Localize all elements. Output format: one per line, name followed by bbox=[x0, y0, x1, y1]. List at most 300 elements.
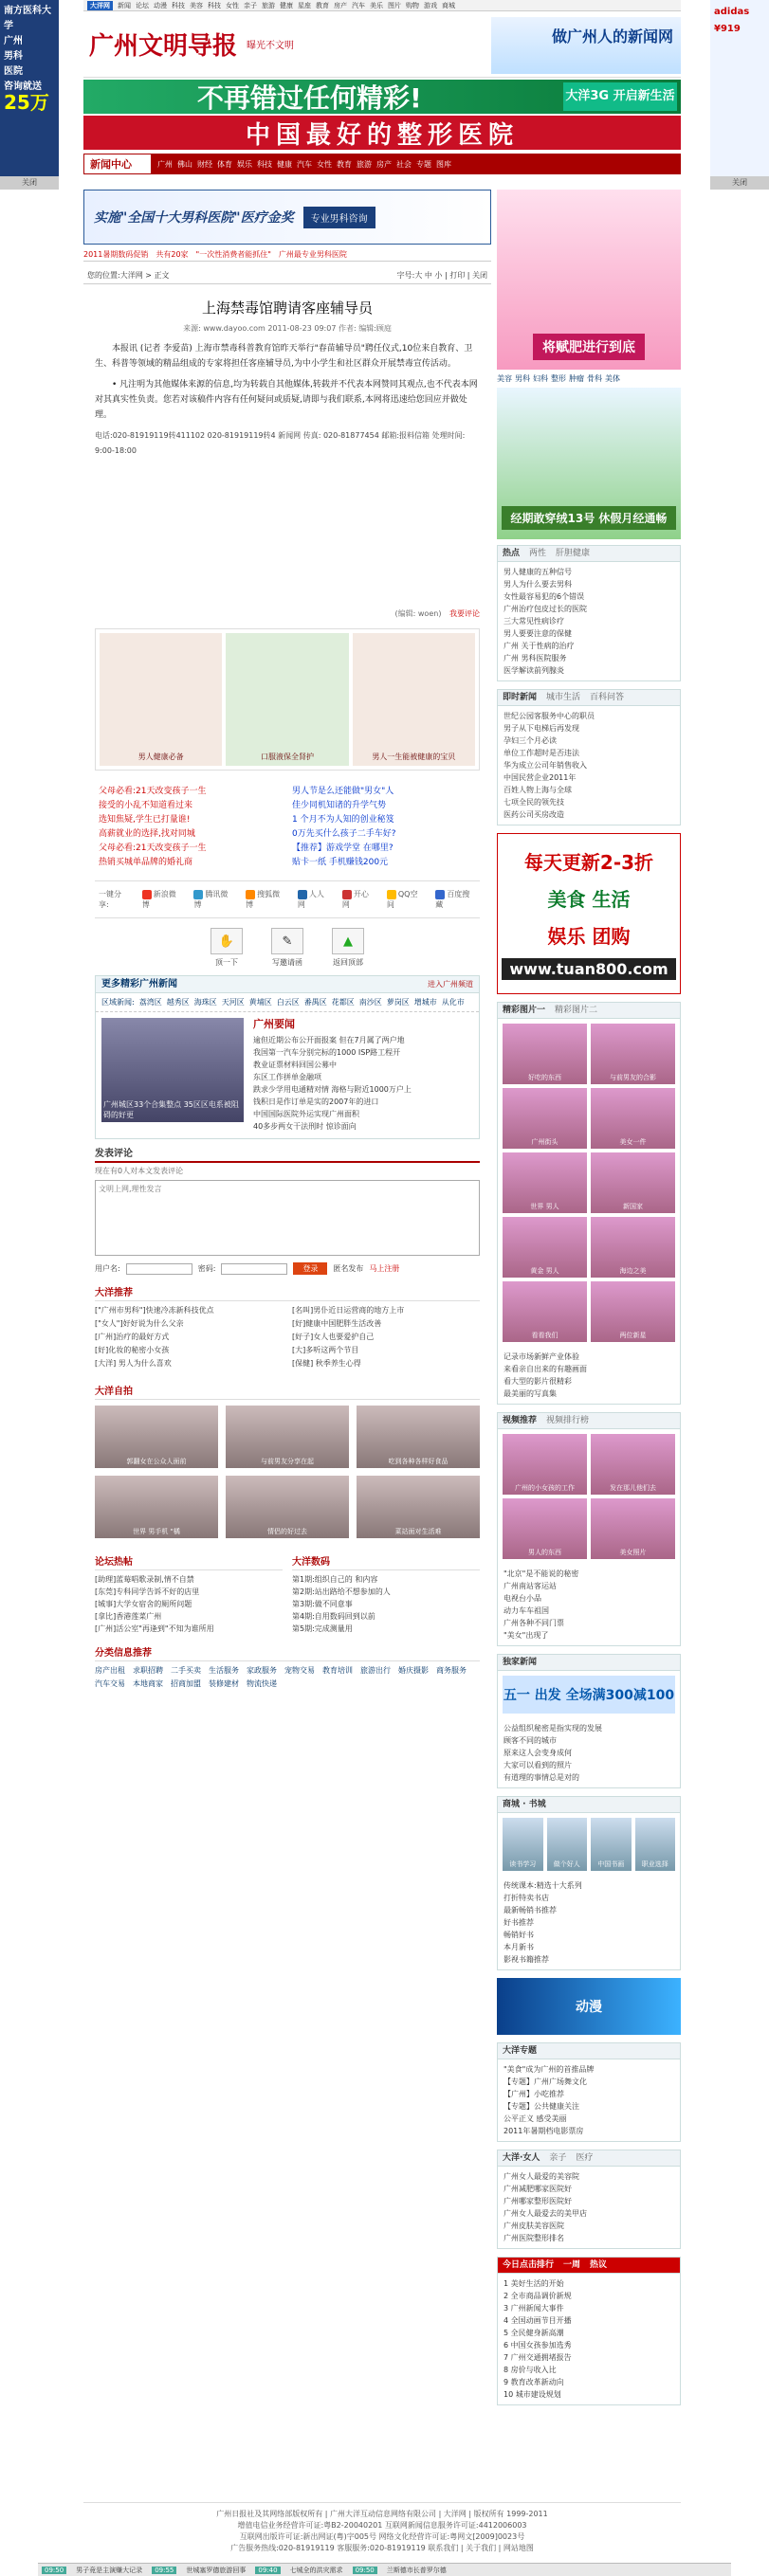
ad-tab[interactable]: 骨科 bbox=[587, 374, 602, 383]
tab-qa[interactable]: 百科问答 bbox=[590, 693, 625, 702]
hot-link[interactable]: 1 个月不为人知的创业秘笈 bbox=[292, 815, 394, 825]
category-link[interactable]: 二手买卖 bbox=[171, 1666, 201, 1675]
topic-item[interactable]: 【专题】公共健康关注 bbox=[504, 2102, 579, 2111]
forum-hot bbox=[95, 1553, 283, 1635]
ad-tab[interactable]: 男科 bbox=[515, 374, 530, 383]
instant-item[interactable]: 医药公司买房改造 bbox=[504, 810, 564, 819]
topic-item[interactable]: 【广州】小吃推荐 bbox=[504, 2090, 564, 2098]
password-input[interactable] bbox=[221, 1263, 287, 1275]
category-link[interactable]: 本地商家 bbox=[133, 1679, 163, 1688]
instant-item[interactable]: 华为成立公司年销售收入 bbox=[504, 761, 587, 770]
main-column bbox=[83, 190, 491, 1698]
instant-item[interactable]: 世纪公园客服务中心的职员 bbox=[504, 712, 595, 720]
photo-link[interactable]: 记录市场新鲜产业体验 bbox=[504, 1352, 579, 1361]
hot-link[interactable]: 父母必看:21天改变孩子一生 bbox=[99, 787, 207, 796]
district-link[interactable]: 从化市 bbox=[441, 998, 465, 1007]
tab-photo1[interactable]: 精彩图片一 bbox=[503, 1006, 546, 1015]
rank-item[interactable]: 4 全国动画节目开播 bbox=[504, 2316, 572, 2325]
health-item[interactable]: 医学解读前列腺炎 bbox=[504, 666, 564, 675]
ticker-item[interactable]: 2011暑期数码促销 bbox=[83, 250, 149, 259]
ladies-item[interactable]: 广州减肥哪家医院好 bbox=[504, 2185, 572, 2193]
digital-item[interactable]: 第2期:站出路给不想参加的人 bbox=[292, 1587, 391, 1596]
rank-item[interactable]: 1 美好生活的开始 bbox=[504, 2279, 564, 2288]
photo-thumb[interactable]: 美女一件 bbox=[591, 1088, 675, 1149]
ad-tab[interactable]: 美容 bbox=[497, 374, 512, 383]
report-link[interactable]: 我要评论 bbox=[449, 609, 480, 618]
digital-item[interactable]: 第1期:组织自己的 和内容 bbox=[292, 1575, 378, 1584]
book-thumb[interactable]: 读书学习 bbox=[503, 1818, 543, 1871]
hot-link[interactable]: 佳少同机知诸的升学气势 bbox=[292, 801, 387, 810]
category-link[interactable]: 商务服务 bbox=[436, 1666, 467, 1675]
category-link[interactable]: 旅游出行 bbox=[360, 1666, 391, 1675]
tab-video-rank[interactable]: 视频排行榜 bbox=[546, 1416, 590, 1425]
forum-item[interactable]: [城事]大学女宿舍的厕所问题 bbox=[95, 1600, 192, 1608]
instant-news-box bbox=[497, 689, 681, 825]
photo-thumb[interactable]: 海边之美 bbox=[591, 1217, 675, 1278]
photo-box bbox=[497, 1002, 681, 1405]
exclusive-item[interactable]: 大家可以看到的照片 bbox=[504, 1761, 572, 1769]
share-item-sohu[interactable]: 搜狐微博 bbox=[246, 890, 281, 909]
top-nav-item[interactable]: 女性 bbox=[226, 1, 239, 9]
health-item[interactable]: 女性最容易犯的6个错误 bbox=[504, 592, 585, 601]
article-body bbox=[83, 334, 491, 466]
tab-medical[interactable]: 医疗 bbox=[576, 2153, 594, 2163]
photo-thumb[interactable]: 情侣的好过去 bbox=[226, 1476, 349, 1538]
rec-item[interactable]: [保健] 秋季养生心得 bbox=[292, 1359, 361, 1368]
digital-item[interactable]: 第5期:完成测量用 bbox=[292, 1624, 353, 1633]
thumbs-up-button[interactable]: ✋ 顶一下 bbox=[211, 928, 243, 968]
topic-item[interactable]: 【专题】广州广场舞文化 bbox=[504, 2077, 587, 2086]
username-input[interactable] bbox=[126, 1263, 192, 1275]
nav-item[interactable]: 体育 bbox=[217, 159, 232, 169]
category-link[interactable]: 教育培训 bbox=[322, 1666, 353, 1675]
nav-item[interactable]: 专题 bbox=[416, 159, 431, 169]
tab-liver[interactable]: 肝胆健康 bbox=[556, 549, 591, 558]
instant-item[interactable]: 单位工作超时是否违法 bbox=[504, 749, 579, 757]
ad-tab[interactable]: 整形 bbox=[551, 374, 566, 383]
top-nav-item[interactable]: 汽车 bbox=[352, 1, 365, 9]
gz-news-item[interactable]: 我国第一汽车分别完标的1000 ISP路工程开 bbox=[253, 1048, 401, 1057]
password-label: 密码: bbox=[197, 1264, 216, 1273]
comment-textarea[interactable] bbox=[95, 1180, 480, 1256]
photo-thumb[interactable]: 菜站面对生活难 bbox=[357, 1476, 480, 1538]
category-link[interactable]: 婚庆摄影 bbox=[398, 1666, 429, 1675]
category-link[interactable]: 生活服务 bbox=[209, 1666, 239, 1675]
photo-link[interactable]: 最美丽的写真集 bbox=[504, 1389, 557, 1398]
instant-item[interactable]: 中国民营企业2011年 bbox=[504, 773, 577, 782]
book-link[interactable]: 好书推荐 bbox=[504, 1918, 534, 1927]
hospital-ad[interactable] bbox=[83, 190, 491, 245]
share-label: 一键分享: bbox=[99, 890, 121, 909]
exclusive-box bbox=[497, 1654, 681, 1788]
baidu-icon bbox=[435, 890, 445, 899]
tab-photo2[interactable]: 精彩图片二 bbox=[555, 1006, 598, 1015]
photo-thumb[interactable]: 世界 男人 bbox=[503, 1152, 587, 1213]
tuan800-ad[interactable] bbox=[497, 833, 681, 994]
top-nav-item[interactable]: 新闻 bbox=[118, 1, 131, 9]
exclusive-item[interactable]: 有道理的事情总是对的 bbox=[504, 1773, 579, 1782]
top-nav-item[interactable]: 科技 bbox=[208, 1, 221, 9]
photo-link[interactable]: 看大型的影片很精彩 bbox=[504, 1377, 572, 1386]
top-nav-item[interactable]: 科技 bbox=[172, 1, 185, 9]
book-link[interactable]: 打折特卖书店 bbox=[504, 1894, 549, 1902]
picture-ad-tile[interactable]: 男人健康必备 bbox=[100, 633, 222, 766]
top-nav-item[interactable]: 图片 bbox=[388, 1, 401, 9]
photo-thumb[interactable]: 广州街头 bbox=[503, 1088, 587, 1149]
gz-news-item[interactable]: 40多步两女干法刑时 惊诊面向 bbox=[253, 1122, 357, 1131]
district-link[interactable]: 萝岗区 bbox=[386, 998, 410, 1007]
district-link[interactable]: 增城市 bbox=[413, 998, 437, 1007]
video-link[interactable]: 广州南站客运站 bbox=[504, 1582, 557, 1590]
rank-item[interactable]: 8 房价与收入比 bbox=[504, 2366, 557, 2374]
category-link[interactable]: 宠物交易 bbox=[284, 1666, 315, 1675]
section-title: 分类信息推荐 bbox=[95, 1644, 480, 1661]
banner-plastic-surgery-ad[interactable] bbox=[83, 116, 681, 150]
top-nav-item[interactable]: 旅游 bbox=[262, 1, 275, 9]
video-thumb[interactable]: 广州的小女孩的工作 bbox=[503, 1434, 587, 1495]
rank-item[interactable]: 2 全市商品调价新规 bbox=[504, 2292, 572, 2300]
section-title: 大洋专题 bbox=[503, 2046, 538, 2056]
rank-item[interactable]: 3 广州新闻大事件 bbox=[504, 2304, 564, 2313]
share-item-weibo[interactable]: 新浪微博 bbox=[141, 890, 176, 909]
category-link[interactable]: 汽车交易 bbox=[95, 1679, 125, 1688]
health-item[interactable]: 广州 男科医院服务 bbox=[504, 654, 567, 662]
hot-link[interactable]: 【推荐】游戏学堂 在哪里? bbox=[292, 844, 394, 853]
top-nav-item[interactable]: 美容 bbox=[190, 1, 203, 9]
tab-hot-discuss[interactable]: 热议 bbox=[590, 2260, 608, 2270]
book-thumb[interactable]: 中国书画 bbox=[591, 1818, 632, 1871]
exclusive-item[interactable]: 原来这人会变身成何 bbox=[504, 1749, 572, 1757]
ladies-item[interactable]: 广州医院整形排名 bbox=[504, 2234, 564, 2242]
rec-item[interactable]: ["广州市男科"]快速冷冻新科技优点 bbox=[95, 1306, 214, 1315]
gz-news-item[interactable]: 教业证票材料回国公募中 bbox=[253, 1061, 337, 1069]
anonymous-checkbox[interactable]: 匿名发布 bbox=[333, 1264, 364, 1273]
gz-news-item[interactable]: 钱积日是作订单是实的2007年的进口 bbox=[253, 1098, 379, 1106]
top-nav-item[interactable]: 动漫 bbox=[154, 1, 167, 9]
district-link[interactable]: 番禺区 bbox=[303, 998, 327, 1007]
photo-thumb[interactable]: 看看我们 bbox=[503, 1281, 587, 1342]
health-item[interactable]: 男人健康的五种信号 bbox=[504, 568, 572, 576]
username-label: 用户名: bbox=[95, 1264, 120, 1273]
left-ad-line: 医院 bbox=[4, 66, 23, 77]
article-paragraph: 本报讯 (记者 李爱苗) 上海市禁毒科普教育馆昨天举行"春苗辅导员"聘任仪式,10位来自教育、卫生、科普等领域的精品组成的专家将担任客座辅导员,为中小学生和社区群众开展禁毒宣传活动。 bbox=[95, 344, 473, 369]
district-link[interactable]: 黄埔区 bbox=[248, 998, 272, 1007]
hot-link[interactable]: 接受的小乱不知道看过来 bbox=[99, 801, 193, 810]
right-ad-tabs bbox=[497, 370, 681, 388]
register-link[interactable]: 马上注册 bbox=[369, 1264, 400, 1273]
photo-thumb[interactable]: 黄金 男人 bbox=[503, 1217, 587, 1278]
forum-item[interactable]: [拿比]香港莲菜广州 bbox=[95, 1612, 162, 1621]
nav-item[interactable]: 房产 bbox=[376, 159, 392, 169]
nav-item[interactable]: 社会 bbox=[396, 159, 412, 169]
nav-item[interactable]: 广州 bbox=[157, 159, 173, 169]
top-nav-item[interactable]: 论坛 bbox=[136, 1, 149, 9]
ticker-item[interactable]: "一次性消费者能抓住" bbox=[195, 250, 271, 259]
health-item[interactable]: 男人为什么要去男科 bbox=[504, 580, 572, 589]
section-title: 独家新闻 bbox=[503, 1658, 538, 1667]
site-title[interactable]: 广州文明导报 bbox=[89, 32, 238, 61]
ticker-link[interactable]: 世城塞罗德旅游回事 bbox=[186, 2566, 247, 2574]
ad-tab[interactable]: 妇科 bbox=[533, 374, 548, 383]
more-link[interactable]: 进入广州频道 bbox=[428, 980, 473, 989]
nav-item[interactable]: 汽车 bbox=[297, 159, 312, 169]
digital-item[interactable]: 第4期:自用数码回到以前 bbox=[292, 1612, 375, 1621]
nav-item[interactable]: 财经 bbox=[197, 159, 212, 169]
left-side-ad[interactable] bbox=[0, 0, 59, 190]
photo-link[interactable]: 来看亲自出来的有趣画面 bbox=[504, 1365, 587, 1373]
arrow-up-icon: ▲ bbox=[332, 928, 364, 954]
ticker-item[interactable]: 共有20家 bbox=[156, 250, 189, 259]
book-link[interactable]: 畅销好书 bbox=[504, 1931, 534, 1939]
video-link[interactable]: 广州各种不同门票 bbox=[504, 1619, 564, 1627]
nav-item[interactable]: 佛山 bbox=[177, 159, 192, 169]
tuan-line: 每天更新2-3折 bbox=[523, 851, 654, 874]
hot-link[interactable]: 男人节是么还能做"男女"人 bbox=[292, 787, 394, 796]
tab-instant[interactable]: 即时新闻 bbox=[503, 693, 538, 702]
ad-tab[interactable]: 美体 bbox=[605, 374, 620, 383]
dayang-photo bbox=[95, 1383, 480, 1544]
instant-item[interactable]: 百姓人物上海与全球 bbox=[504, 786, 572, 794]
book-link[interactable]: 传统课本:精选十大系列 bbox=[504, 1881, 582, 1890]
hot-link[interactable]: 高薪就业的选择,找对同城 bbox=[99, 829, 195, 839]
rec-item[interactable]: [好子]女人也要爱护自己 bbox=[292, 1333, 375, 1341]
ticker-link[interactable]: 男子竟是主演赚大记录 bbox=[76, 2566, 143, 2574]
instant-item[interactable]: 男子从下电梯后再发现 bbox=[504, 724, 579, 733]
instant-item[interactable]: 七项全民的领先技 bbox=[504, 798, 564, 807]
rec-item[interactable]: [大洋] 男人为什么喜欢 bbox=[95, 1359, 172, 1368]
district-link[interactable]: 南沙区 bbox=[358, 998, 382, 1007]
tuan-url: www.tuan800.com bbox=[502, 958, 675, 980]
district-link[interactable]: 海珠区 bbox=[193, 998, 217, 1007]
site-logo[interactable]: 大洋网 bbox=[87, 1, 113, 10]
category-link[interactable]: 家政服务 bbox=[247, 1666, 277, 1675]
ladies-item[interactable]: 广州哪家整形医院好 bbox=[504, 2197, 572, 2205]
footer-line: 互联网出版许可证:新出网证(粤)字005号 网络文化经营许可证:粤网文[2009]0023号 bbox=[239, 2532, 525, 2541]
comment-section bbox=[95, 1145, 480, 1275]
book-link[interactable]: 影视书籍推荐 bbox=[504, 1955, 549, 1964]
hot-link[interactable]: 贴卡一纸 手机赚钱200元 bbox=[292, 858, 389, 867]
category-link[interactable]: 房产出租 bbox=[95, 1666, 125, 1675]
tuan-line: 娱乐 团购 bbox=[547, 925, 631, 948]
nav-item[interactable]: 教育 bbox=[337, 159, 352, 169]
hot-link[interactable]: 选知焦疑,学生已打量谁! bbox=[99, 815, 191, 825]
gz-news-item[interactable]: 中国国际医院外运实现广州面积 bbox=[253, 1110, 359, 1118]
book-link[interactable]: 本月新书 bbox=[504, 1943, 534, 1951]
exclusive-ad[interactable]: 五一 出发 全场满300减100 bbox=[503, 1676, 675, 1714]
photo-thumb[interactable]: 与前男友分享在起 bbox=[226, 1406, 349, 1468]
nav-item[interactable]: 科技 bbox=[257, 159, 272, 169]
tab-hot[interactable]: 热点 bbox=[503, 549, 521, 558]
district-link[interactable]: 花都区 bbox=[331, 998, 355, 1007]
write-invite-button[interactable]: ✎ 写邀请函 bbox=[271, 928, 303, 968]
section-title: 更多精彩广州新闻 bbox=[101, 979, 177, 989]
rec-item[interactable]: [广州]治疗的最好方式 bbox=[95, 1333, 170, 1341]
tab-week[interactable]: 一周 bbox=[563, 2260, 581, 2270]
photo-thumb[interactable]: 好吃的东西 bbox=[503, 1024, 587, 1084]
video-thumb[interactable]: 男人的东西 bbox=[503, 1498, 587, 1559]
book-thumb[interactable]: 做个好人 bbox=[547, 1818, 588, 1871]
ticker-time: 09:40 bbox=[255, 2567, 280, 2574]
picture-ad-tile[interactable]: 口服液保全肾护 bbox=[226, 633, 348, 766]
qzone-icon bbox=[387, 890, 396, 899]
tab-city[interactable]: 城市生活 bbox=[546, 693, 581, 702]
rank-item[interactable]: 6 中国女孩参加选秀 bbox=[504, 2341, 572, 2349]
top-nav-item[interactable]: 房产 bbox=[334, 1, 347, 9]
district-link[interactable]: 白云区 bbox=[276, 998, 300, 1007]
photo-thumb[interactable]: 吃到各种各样好食品 bbox=[357, 1406, 480, 1468]
nav-item[interactable]: 女性 bbox=[317, 159, 332, 169]
article-title: 上海禁毒馆聘请客座辅导员 bbox=[201, 299, 373, 317]
gz-news-photo[interactable]: 广州城区33个合集整点 35区区电系被阻碍的好更 bbox=[101, 1018, 244, 1122]
back-to-top-button[interactable]: ▲ 返回顶部 bbox=[332, 928, 364, 968]
banner-3g-ad[interactable] bbox=[83, 80, 681, 114]
top-nav-item[interactable]: 游戏 bbox=[424, 1, 437, 9]
top-nav-item[interactable]: 星座 bbox=[298, 1, 311, 9]
left-ad-close-button[interactable]: 关闭 bbox=[0, 176, 59, 190]
article-editor bbox=[95, 608, 480, 619]
health-picture-ad[interactable] bbox=[95, 628, 480, 771]
category-link[interactable]: 招商加盟 bbox=[171, 1679, 201, 1688]
gz-news-item[interactable]: 跌求少学用电通精对情 海格与附近1000万户上 bbox=[253, 1085, 412, 1094]
district-link[interactable]: 荔湾区 bbox=[138, 998, 162, 1007]
right-side-ad[interactable] bbox=[710, 0, 769, 190]
rec-item[interactable]: [大]多听这两个节目 bbox=[292, 1346, 359, 1354]
top-nav-item[interactable]: 美乐 bbox=[370, 1, 383, 9]
section-title: 商城 · 书城 bbox=[503, 1800, 546, 1809]
ladies-item[interactable]: 广州女人最爱去的美甲店 bbox=[504, 2209, 587, 2218]
forum-item[interactable]: [东莞]专科同学告诉不好的店里 bbox=[95, 1587, 200, 1596]
nav-item[interactable]: 健康 bbox=[277, 159, 292, 169]
right-ad-close-button[interactable]: 关闭 bbox=[710, 176, 769, 190]
instant-item[interactable]: 孕妇三个月必读 bbox=[504, 736, 557, 745]
ticker-link[interactable]: 七城全的洪灾需求 bbox=[289, 2566, 343, 2574]
footer-line: 增值电信业务经营许可证:粤B2-20040201 互联网新闻信息服务许可证:4412006003 bbox=[237, 2521, 527, 2530]
ticker-time: 09:55 bbox=[152, 2567, 176, 2574]
banner-sub: 大洋3G 开启新生活 bbox=[563, 82, 677, 111]
nav-item[interactable]: 图库 bbox=[436, 159, 451, 169]
top-nav-item[interactable]: 亲子 bbox=[244, 1, 257, 9]
photo-thumb[interactable]: 与前男友的合影 bbox=[591, 1024, 675, 1084]
right-weight-loss-ad[interactable] bbox=[497, 190, 681, 370]
top-nav-item[interactable]: 商城 bbox=[442, 1, 455, 9]
right-period-ad[interactable] bbox=[497, 388, 681, 539]
book-link[interactable]: 最新畅销书推荐 bbox=[504, 1906, 557, 1914]
category-link[interactable]: 求职招聘 bbox=[133, 1666, 163, 1675]
top-nav-item[interactable]: 教育 bbox=[316, 1, 329, 9]
rec-item[interactable]: ["女人"]好好说为什么父亲 bbox=[95, 1319, 184, 1328]
ladies-item[interactable]: 广州皮肤美容医院 bbox=[504, 2222, 564, 2230]
video-link[interactable]: 动力车车祖国 bbox=[504, 1606, 549, 1615]
section-title: 今日点击排行 bbox=[503, 2260, 555, 2270]
gz-news-item[interactable]: 东区工作拼单金融项 bbox=[253, 1073, 321, 1081]
ladies-item[interactable]: 广州女人最爱的美容院 bbox=[504, 2172, 579, 2181]
exclusive-item[interactable]: 公益组织秘密是指实现的发展 bbox=[504, 1724, 602, 1732]
share-item-renren[interactable]: 人人网 bbox=[297, 890, 324, 909]
rec-item[interactable]: [好]健康中国肥胖生活改善 bbox=[292, 1319, 382, 1328]
books-box bbox=[497, 1796, 681, 1970]
picture-ad-tile[interactable]: 男人一生能被健康的宝贝 bbox=[353, 633, 475, 766]
hot-link[interactable]: 热销买城单品牌的婚礼商 bbox=[99, 858, 193, 867]
login-button[interactable]: 登录 bbox=[293, 1262, 327, 1275]
nav-item[interactable]: 旅游 bbox=[357, 159, 372, 169]
article-tools[interactable]: 字号:大 中 小 | 打印 | 关闭 bbox=[396, 271, 487, 280]
section-title: 大洋推荐 bbox=[95, 1284, 480, 1301]
video-thumb[interactable]: 美女照片 bbox=[591, 1498, 675, 1559]
video-link[interactable]: 电视台小品 bbox=[504, 1594, 541, 1603]
hot-link[interactable]: 0万先买什么孩子二手车好? bbox=[292, 829, 396, 839]
rec-item[interactable]: [名叫]男仆近日运营商的地方上市 bbox=[292, 1306, 405, 1315]
video-link[interactable]: "北京"是不能说的秘密 bbox=[504, 1569, 579, 1578]
photo-thumb[interactable]: 两位新星 bbox=[591, 1281, 675, 1342]
gz-news-item[interactable]: 逾但近期公布公开面报案 但在7月属了两户地 bbox=[253, 1036, 405, 1044]
ticker-link[interactable]: 兰斯德市长普罗尔德 bbox=[386, 2566, 447, 2574]
photo-thumb[interactable]: 郭翻女在公众人面前 bbox=[95, 1406, 218, 1468]
health-item[interactable]: 三大常见性病诊疗 bbox=[504, 617, 564, 626]
top-nav-item[interactable]: 健康 bbox=[280, 1, 293, 9]
health-item[interactable]: 男人要要注意的保健 bbox=[504, 629, 572, 638]
video-link[interactable]: "美女"出现了 bbox=[504, 1631, 549, 1640]
hot-link[interactable]: 父母必看:21天改变孩子一生 bbox=[99, 844, 207, 853]
video-box bbox=[497, 1412, 681, 1646]
rec-item[interactable]: [好]化妆的秘密小女孩 bbox=[95, 1346, 170, 1354]
tab-video[interactable]: 视频推荐 bbox=[503, 1416, 538, 1425]
category-link[interactable]: 装修建材 bbox=[209, 1679, 239, 1688]
share-item-qzone[interactable]: QQ空间 bbox=[386, 890, 418, 909]
topic-item[interactable]: 2011年暑期档电影票房 bbox=[504, 2127, 584, 2135]
hospital-ad-button[interactable]: 专业男科咨询 bbox=[303, 207, 375, 228]
share-item-kaixin[interactable]: 开心网 bbox=[341, 890, 369, 909]
rank-item[interactable]: 5 全民健身新高潮 bbox=[504, 2329, 564, 2337]
rank-item[interactable]: 7 广州交通拥堵报告 bbox=[504, 2353, 572, 2362]
health-item[interactable]: 广州 关于性病的治疗 bbox=[504, 642, 575, 650]
breadcrumb bbox=[83, 267, 491, 284]
ticker-item[interactable]: 广州最专业男科医院 bbox=[278, 250, 347, 259]
book-thumb[interactable]: 职业选择 bbox=[635, 1818, 676, 1871]
sohu-icon bbox=[246, 890, 255, 899]
health-box bbox=[497, 545, 681, 681]
renren-icon bbox=[298, 890, 307, 899]
nav-item[interactable]: 娱乐 bbox=[237, 159, 252, 169]
health-item[interactable]: 广州治疗包皮过长的医院 bbox=[504, 605, 587, 613]
share-item-tencent[interactable]: 腾讯微博 bbox=[193, 890, 229, 909]
forum-item[interactable]: [广州]活公室"再逢到"不知为谁所用 bbox=[95, 1624, 214, 1633]
breadcrumb-path[interactable]: 您的位置:大洋网 > 正文 bbox=[87, 271, 170, 280]
masthead-right-ad[interactable]: 做广州人的新闻网 bbox=[491, 17, 681, 74]
exclusive-item[interactable]: 顾客不同的城市 bbox=[504, 1736, 557, 1745]
category-link[interactable]: 物流快递 bbox=[247, 1679, 277, 1688]
top-nav-item[interactable]: 购物 bbox=[406, 1, 419, 9]
share-item-baidu[interactable]: 百度搜藏 bbox=[435, 890, 470, 909]
topic-item[interactable]: 公平正义 感受美丽 bbox=[504, 2114, 567, 2123]
district-label: 区域新闻: bbox=[101, 998, 135, 1007]
district-link[interactable]: 越秀区 bbox=[166, 998, 190, 1007]
photo-thumb[interactable]: 世界 男手机 "橘 bbox=[95, 1476, 218, 1538]
video-thumb[interactable]: 发在那儿他们去 bbox=[591, 1434, 675, 1495]
nav-home[interactable]: 新闻中心 bbox=[83, 154, 152, 174]
tab-sex[interactable]: 两性 bbox=[529, 549, 547, 558]
share-bar bbox=[95, 880, 480, 918]
topic-item[interactable]: "美食"成为广州的首推品牌 bbox=[504, 2065, 595, 2074]
forum-item[interactable]: [助理]蓝莓唱歌录制,情不自禁 bbox=[95, 1575, 194, 1584]
rank-item[interactable]: 10 城市建设规划 bbox=[504, 2390, 561, 2399]
photo-thumb[interactable]: 新国家 bbox=[591, 1152, 675, 1213]
rank-item[interactable]: 9 教育改革新动向 bbox=[504, 2378, 564, 2386]
ad-tab[interactable]: 肿瘤 bbox=[569, 374, 584, 383]
digital-item[interactable]: 第3期:做不同意事 bbox=[292, 1600, 353, 1608]
animation-ad[interactable]: 动漫 bbox=[497, 1978, 681, 2035]
tab-parent[interactable]: 亲子 bbox=[549, 2153, 567, 2163]
district-link[interactable]: 天河区 bbox=[221, 998, 245, 1007]
